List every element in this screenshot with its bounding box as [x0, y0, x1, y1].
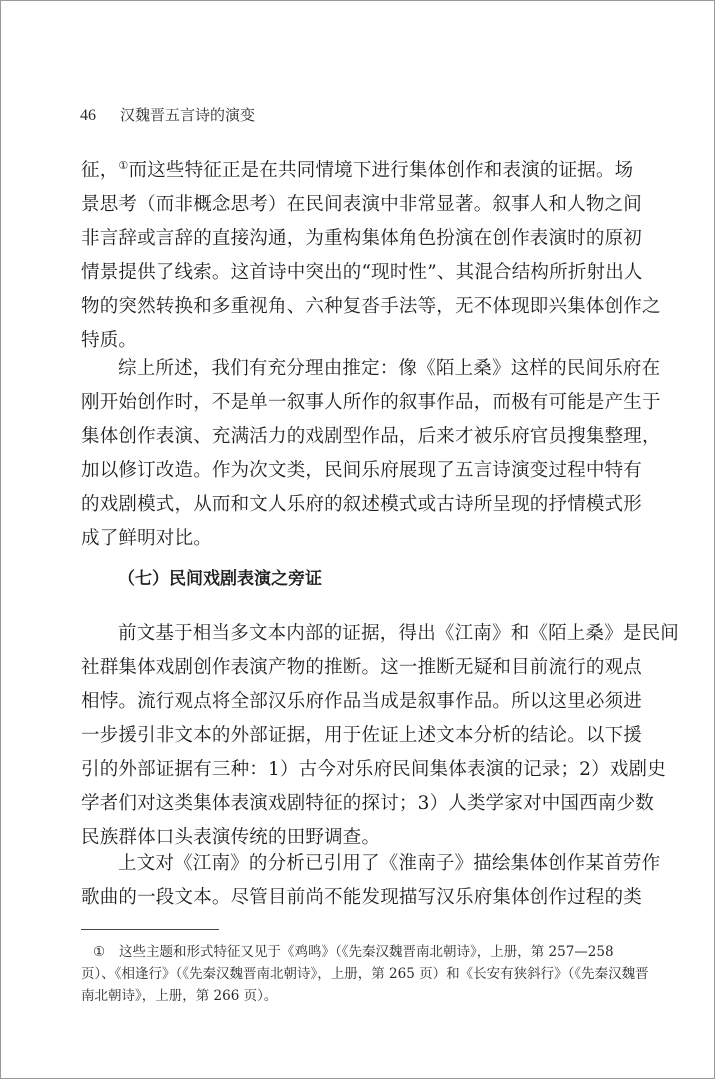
paragraph-3: [81, 617, 680, 855]
footnote-mark: ①: [93, 944, 106, 960]
paragraph-1: [81, 154, 661, 358]
text-line: 学者们对这类集体表演戏剧特征的探讨；3）人类学家对中国西南少数: [81, 793, 654, 814]
footnote-line: [81, 941, 633, 963]
text-line: 成了鲜明对比。: [81, 528, 212, 549]
running-title: 汉魏晋五言诗的演变: [120, 106, 256, 124]
text-line: 引的外部证据有三种：1）古今对乐府民间集体表演的记录；2）戏剧史: [81, 759, 666, 780]
text-line: 刚开始创作时，不是单一叙事人所作的叙事作品，而极有可能是产生于: [81, 392, 661, 413]
text-line: 加以修订改造。作为次文类，民间乐府展现了五言诗演变过程中特有: [81, 460, 643, 481]
footnote-line: 页）、《相逢行》（《先秦汉魏晋南北朝诗》，上册，第 265 页）和《长安有狭斜行》（《先秦汉魏晋: [81, 966, 649, 982]
text-line: 相悖。流行观点将全部汉乐府作品当成是叙事作品。所以这里必须进: [81, 691, 643, 712]
text-line: 民族群体口头表演传统的田野调查。: [81, 827, 381, 848]
footnote-ref[interactable]: ①: [118, 158, 129, 172]
text-line: 景思考（而非概念思考）在民间表演中非常显著。叙事人和人物之间: [81, 194, 643, 215]
footnote-text: 这些主题和形式特征又见于《鸡鸣》（《先秦汉魏晋南北朝诗》，上册，第 257—258: [119, 944, 614, 960]
section-heading: （七）民间戏剧表演之旁证: [118, 569, 322, 589]
running-header: [80, 105, 255, 126]
text-line: 一步援引非文本的外部证据，用于佐证上述文本分析的结论。以下援: [81, 725, 643, 746]
text-line: 的戏剧模式，从而和文人乐府的叙述模式或古诗所呈现的抒情模式形: [81, 494, 643, 515]
page-number: 46: [80, 107, 96, 124]
text-line: 情景提供了线索。这首诗中突出的“现时性”、其混合结构所折射出人: [81, 262, 643, 283]
text-line: 特质。: [81, 330, 138, 351]
text-span: 而这些特征正是在共同情境下进行集体创作和表演的证据。场: [128, 160, 634, 181]
text-line: 综上所述，我们有充分理由推定：像《陌上桑》这样的民间乐府在: [118, 358, 661, 379]
text-line: 集体创作表演、充满活力的戏剧型作品，后来才被乐府官员搜集整理，: [81, 426, 661, 447]
footnote: [81, 941, 649, 1007]
paragraph-2: [81, 352, 661, 556]
text-span: 征，: [81, 160, 119, 181]
text-line: 物的突然转换和多重视角、六种复沓手法等，无不体现即兴集体创作之: [81, 296, 661, 317]
text-line: 上文对《江南》的分析已引用了《淮南子》描绘集体创作某首劳作: [118, 853, 661, 874]
footnote-divider: [81, 929, 219, 930]
text-line: [81, 154, 633, 188]
paragraph-4: [81, 847, 661, 915]
text-line: 歌曲的一段文本。尽管目前尚不能发现描写汉乐府集体创作过程的类: [81, 887, 643, 908]
text-line: 社群集体戏剧创作表演产物的推断。这一推断无疑和目前流行的观点: [81, 657, 643, 678]
text-line: 前文基于相当多文本内部的证据，得出《江南》和《陌上桑》是民间: [118, 623, 680, 644]
footnote-line: 南北朝诗》，上册，第 266 页）。: [81, 988, 278, 1004]
text-line: 非言辞或言辞的直接沟通，为重构集体角色扮演在创作表演时的原初: [81, 228, 643, 249]
